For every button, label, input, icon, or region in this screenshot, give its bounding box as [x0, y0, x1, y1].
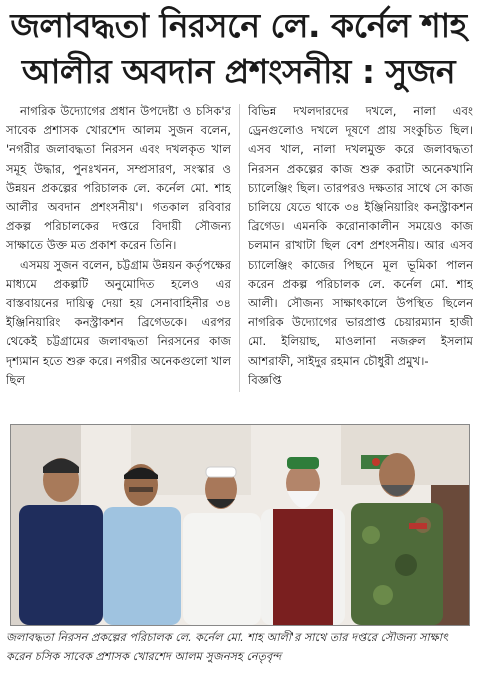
news-photo	[10, 424, 470, 626]
article-column-right	[248, 102, 473, 398]
article-column-left	[6, 102, 231, 386]
group-photo-illustration	[11, 425, 469, 625]
article-byline: বিজ্ঞপ্তি	[248, 372, 282, 387]
headline-line-2: আলীর অবদান প্রশংসনীয় : সুজন	[21, 52, 456, 91]
cap-icon	[287, 457, 319, 469]
article-paragraph: এসময় সুজন বলেন, চট্টগ্রাম উন্নয়ন কর্তৃপক্ষের মাধ্যমে প্রকল্পটি অনুমোদিত হলেও এর বাস্তবায়নের দায়িত্ব দেয়া হয় সেনাবাহিনীর ৩৪ ইঞ্জিনিয়ারিং কনস্ট্রাকশন ব্রিগেডকে। এরপর থেকেই চট্টগ্রামের জলাবদ্ধতা নিরসনের কাজ দৃশ্যমান হতে শুরু করে। নগরীর অনেকগুলো খাল ছিল	[6, 257, 231, 386]
article-paragraph: বিভিন্ন দখলদারদের দখলে, নালা এবং ড্রেনগুলোও দখলে দূষণে প্রায় সংকুচিত ছিল। এসব খাল, নালা দখলমুক্ত করে জলাবদ্ধতা নিরসন প্রকল্পের কাজ শুরু করাটা অনেকখানি চ্যালেঞ্জিং ছিল। তারপরও দক্ষতার সাথে সে কাজ চালিয়ে যেতে থাকে ৩৪ ইঞ্জিনিয়ারিং কনস্ট্রাকশন ব্রিগেড। এমনকি করোনাকালীন সময়েও কাজ চলমান রাখাটা ছিল বেশ প্রশংসনীয়। আর এসব চ্যালেঞ্জিং কাজের পিছনে মূল ভূমিকা পালন করেন প্রকল্প পরিচালক লে. কর্নেল মো. শাহ আলী। সৌজন্য সাক্ষাৎকালে উপস্থিত ছিলেন নাগরিক উদ্যোগের ভারপ্রাপ্ত চেয়ারম্যান হাজী মো. ইলিয়াছ, মাওলানা নজরুল ইসলাম আশরাফী, সাইদুর রহমান চৌধুরী প্রমুখ।-	[248, 104, 473, 368]
column-divider	[239, 104, 240, 392]
photo-caption: জলাবদ্ধতা নিরসন প্রকল্পের পরিচালক লে. কর্নেল মো. শাহ আলী'র সাথে তার দপ্তরে সৌজন্য সাক্ষাৎ করেন চসিক সাবেক প্রশাসক খোরশেদ আলম সুজনসহ নেতৃবৃন্দ	[6, 631, 448, 663]
headline-line-1: জলাবদ্ধতা নিরসনে লে. কর্নেল শাহ	[10, 6, 467, 45]
article-paragraph: নাগরিক উদ্যোগের প্রধান উপদেষ্টা ও চসিক'র সাবেক প্রশাসক খোরশেদ আলম সুজন বলেন, 'নগরীর জলাবদ্ধতা নিরসন এবং দখলকৃত খাল সমূহ উদ্ধার, পুনঃখনন, সম্প্রসারণ, সংস্কার ও উন্নয়ন প্রকল্পের পরিচালক লে. কর্নেল মো. শাহ আলীর অবদান প্রশংসনীয়'। গতকাল রবিবার প্রকল্প পরিচালকের দপ্তরে বিদায়ী সৌজন্য সাক্ষাতে উক্ত মত প্রকাশ করেন তিনি।	[6, 104, 231, 253]
